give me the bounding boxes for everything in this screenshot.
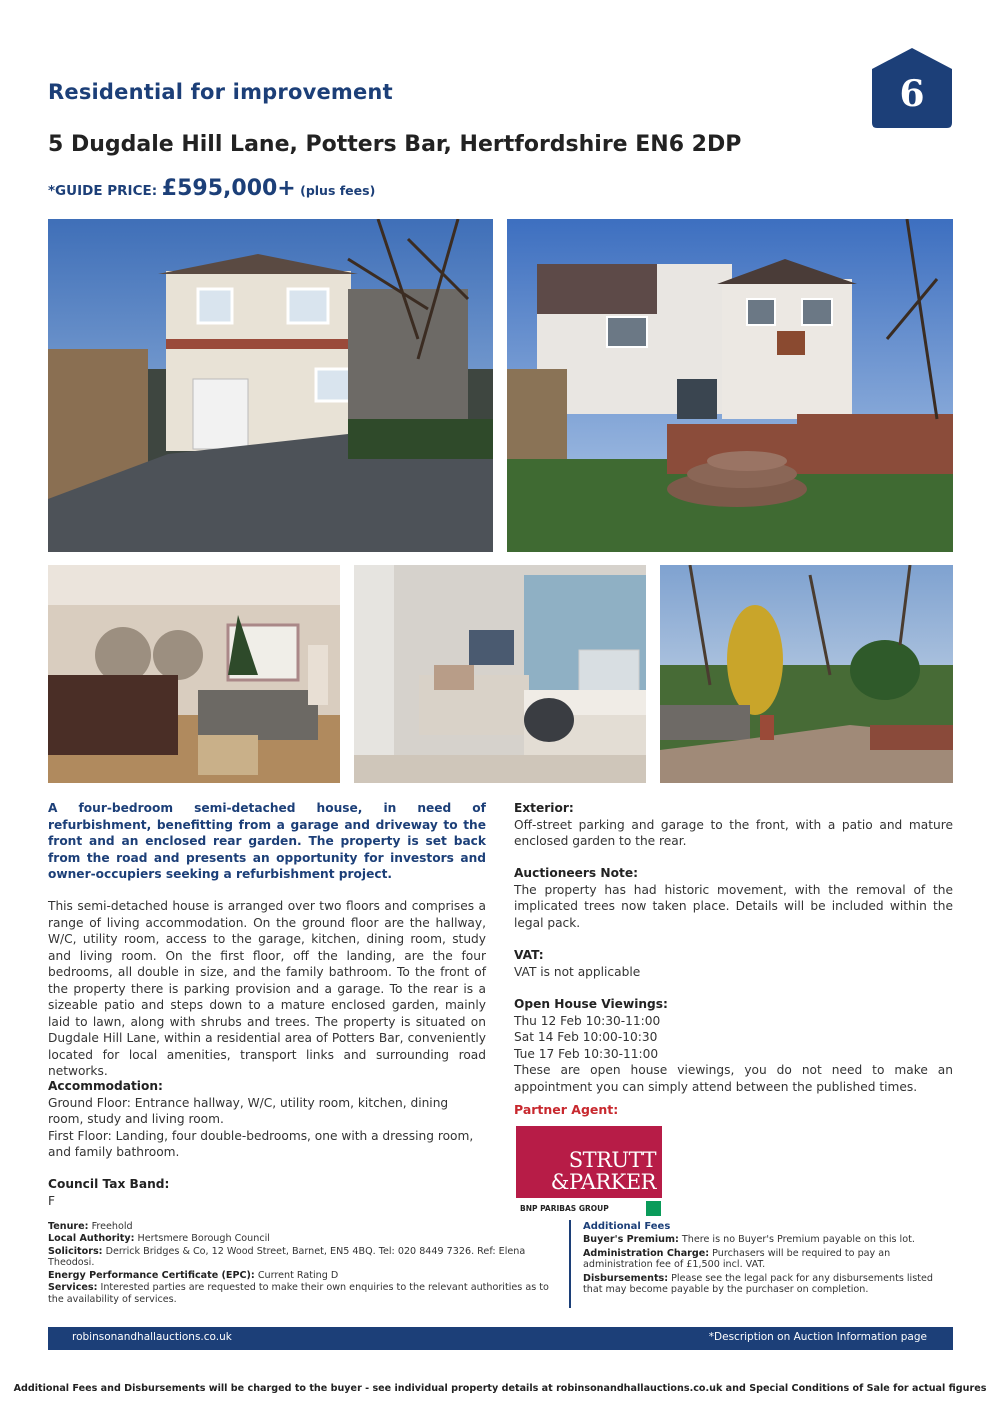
viewing-slot: Thu 12 Feb 10:30-11:00 [514, 1013, 661, 1028]
services-label: Services: [48, 1281, 98, 1293]
additional-fees-title: Additional Fees [583, 1221, 671, 1232]
photo-bedroom [354, 565, 646, 783]
services-line [48, 1282, 560, 1306]
logo-line1: STRUTT [568, 1148, 656, 1172]
description-body: This semi-detached house is arranged over two floors and comprises a range of living accommodation. On the ground floor are the hallway, W/C, utility room, access to the garage, kitchen, dining room, study and living room. On the first floor, off the landing, are the four bedrooms, all double in size, and the family bathroom. To the front of the property there is parking provision and a garage. To the rear is a sizeable patio and steps down to a mature enclosed garden, mainly laid to lawn, along with shrubs and trees. The property is situated on Dugdale Hill Lane, within a residential area of Potters Bar, conveniently located for local amenities, transport links and surrounding road networks. [48, 899, 486, 1078]
council-tax-section [48, 1176, 486, 1209]
authority-label: Local Authority: [48, 1233, 135, 1245]
viewings-heading: Open House Viewings: [514, 997, 668, 1011]
viewing-slot: Sat 14 Feb 10:00-10:30 [514, 1030, 658, 1044]
epc-label: Energy Performance Certificate (EPC): [48, 1269, 255, 1281]
open-house-viewings-section [514, 996, 953, 1095]
services-value: Interested parties are requested to make their own enquiries to the relevant authorities as to the availability of services. [48, 1281, 549, 1305]
guide-price [48, 176, 375, 201]
photo-front-house [48, 219, 493, 552]
disbursements-value: Please see the legal pack for any disbursements listed that may become payable by the purchaser on completion. [583, 1272, 933, 1296]
property-address: 5 Dugdale Hill Lane, Potters Bar, Hertfordshire EN6 2DP [48, 132, 742, 157]
admin-line [583, 1248, 955, 1272]
photo-rear-house [507, 219, 953, 552]
epc-value: Current Rating D [254, 1269, 339, 1281]
accommodation-heading: Accommodation: [48, 1079, 163, 1093]
lot-badge [871, 47, 953, 129]
column-divider [569, 1220, 571, 1308]
exterior-heading: Exterior: [514, 801, 574, 815]
viewing-slot: Tue 17 Feb 10:30-11:00 [514, 1046, 659, 1061]
vat-heading: VAT: [514, 948, 544, 962]
accommodation-ground-floor: Ground Floor: Entrance hallway, W/C, utility room, kitchen, dining room, study and living room. [48, 1095, 449, 1126]
accommodation-first-floor: First Floor: Landing, four double-bedrooms, one with a dressing room, and family bathroom. [48, 1128, 474, 1159]
admin-label: Administration Charge: [583, 1247, 710, 1259]
disbursements-line [583, 1273, 955, 1297]
premium-value: There is no Buyer's Premium payable on this lot. [678, 1234, 915, 1246]
tenure-line [48, 1221, 560, 1233]
intro-summary: A four-bedroom semi-detached house, in need of refurbishment, benefitting from a garage and driveway to the front and an enclosed rear garden. The property is set back from the road and presents an opportunity for investors and owner-occupiers seeking a refurbishment project. [48, 801, 486, 881]
footer-description-note: *Description on Auction Information page [708, 1331, 927, 1343]
footer-bar [48, 1327, 953, 1350]
section-title: Residential for improvement [48, 80, 393, 104]
vat-text: VAT is not applicable [514, 964, 641, 979]
premium-line [583, 1234, 955, 1246]
premium-label: Buyer's Premium: [583, 1234, 679, 1246]
photo-garden [660, 565, 953, 783]
tenure-label: Tenure: [48, 1221, 89, 1232]
auctioneers-note-heading: Auctioneers Note: [514, 866, 638, 880]
bottom-disclaimer: Additional Fees and Disbursements will be charged to the buyer - see individual property details at robinsonandhallauctions.co.uk and Special Conditions of Sale for actual figures [13, 1383, 987, 1394]
viewings-note: These are open house viewings, you do not need to make an appointment you can simply attend between the published times. [514, 1063, 953, 1094]
authority-value: Hertsmere Borough Council [134, 1233, 270, 1245]
tenure-value: Freehold [88, 1221, 133, 1232]
logo-line2: &PARKER [550, 1170, 656, 1194]
authority-line [48, 1233, 560, 1245]
solicitors-line [48, 1246, 560, 1270]
lot-number: 6 [899, 73, 925, 115]
bnp-star-icon [646, 1201, 661, 1216]
photo-living-room [48, 565, 340, 783]
council-tax-value: F [48, 1193, 56, 1208]
solicitors-value: Derrick Bridges & Co, 12 Wood Street, Barnet, EN5 4BQ. Tel: 020 8449 7326. Ref: Elena Theodosi. [48, 1245, 526, 1269]
disbursements-label: Disbursements: [583, 1272, 669, 1284]
guide-price-value: £595,000+ [161, 176, 296, 201]
guide-price-fees: (plus fees) [295, 183, 376, 198]
legal-details [48, 1221, 560, 1306]
guide-price-label: *GUIDE PRICE: [48, 183, 162, 199]
accommodation-section [48, 1078, 486, 1161]
additional-fees [583, 1221, 955, 1298]
exterior-section [514, 800, 953, 850]
auctioneers-note-section [514, 865, 953, 931]
solicitors-label: Solicitors: [48, 1245, 103, 1257]
partner-agent-label: Partner Agent: [514, 1102, 619, 1117]
exterior-text: Off-street parking and garage to the front, with a patio and mature enclosed garden to the rear. [514, 817, 953, 848]
auctioneers-note-text: The property has had historic movement, with the removal of the implicated trees now taken place. Details will be included within the legal pack. [514, 882, 953, 930]
footer-website-link[interactable]: robinsonandhallauctions.co.uk [72, 1331, 232, 1343]
vat-section [514, 947, 953, 980]
council-tax-heading: Council Tax Band: [48, 1177, 170, 1191]
strutt-parker-logo [516, 1126, 662, 1218]
logo-subtitle: BNP PARIBAS GROUP [520, 1204, 609, 1213]
epc-line [48, 1270, 560, 1282]
logo-box [516, 1126, 662, 1198]
admin-value: Purchasers will be required to pay an administration fee of £1,500 incl. VAT. [583, 1247, 891, 1271]
